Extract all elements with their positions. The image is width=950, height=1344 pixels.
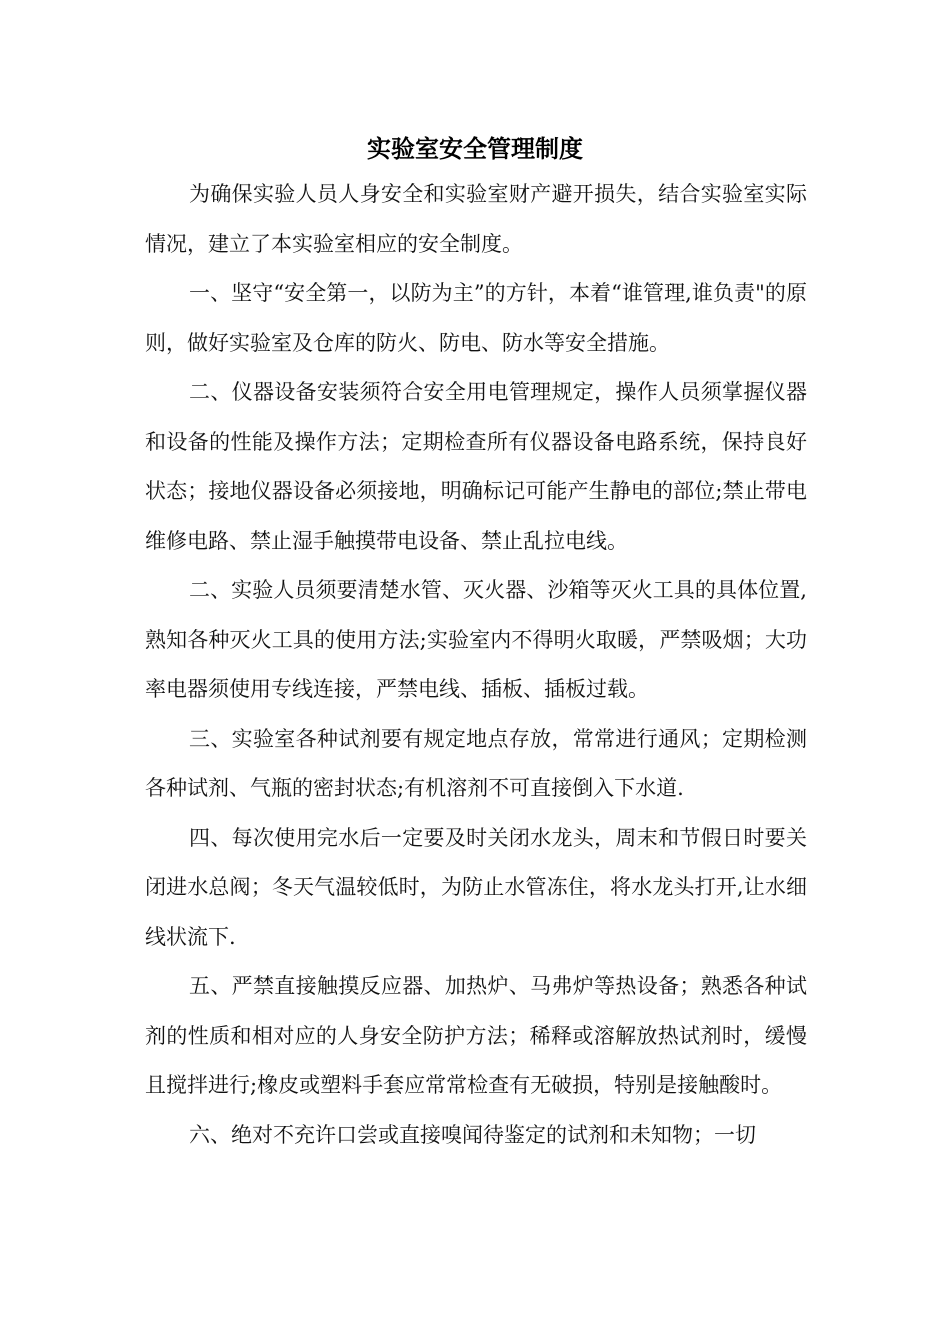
paragraph-rule-2-equipment: 二、仪器设备安装须符合安全用电管理规定，操作人员须掌握仪器和设备的性能及操作方法；定期检查所有仪器设备电路系统，保持良好状态；接地仪器设备必须接地，明确标记可能产生静电的部位;禁止带电维修电路、禁止湿手触摸带电设备、禁止乱拉电线。 <box>145 380 807 553</box>
paragraph-rule-1: 一、坚守“安全第一，以防为主”的方针，本着“谁管理,谁负责"的原则，做好实验室及仓库的防火、防电、防水等安全措施。 <box>145 281 807 355</box>
paragraph-rule-4: 四、每次使用完水后一定要及时关闭水龙头，周末和节假日时要关闭进水总阀；冬天气温较低时，为防止水管冻住，将水龙头打开,让水细线状流下. <box>145 825 807 949</box>
document-body <box>145 170 807 1160</box>
paragraph-rule-3: 三、实验室各种试剂要有规定地点存放，常常进行通风；定期检测各种试剂、气瓶的密封状态;有机溶剂不可直接倒入下水道. <box>145 726 807 800</box>
paragraph-intro: 为确保实验人员人身安全和实验室财产避开损失，结合实验室实际情况，建立了本实验室相应的安全制度。 <box>145 182 807 256</box>
document-title: 实验室安全管理制度 <box>367 134 583 163</box>
paragraph-rule-5: 五、严禁直接触摸反应器、加热炉、马弗炉等热设备；熟悉各种试剂的性质和相对应的人身安全防护方法；稀释或溶解放热试剂时，缓慢且搅拌进行;橡皮或塑料手套应常常检查有无破损，特别是接触酸时。 <box>145 974 807 1097</box>
paragraph-rule-6: 六、绝对不充许口尝或直接嗅闻待鉴定的试剂和未知物；一切 <box>189 1122 756 1147</box>
paragraph-rule-2-fire: 二、实验人员须要清楚水管、灭火器、沙箱等灭火工具的具体位置,熟知各种灭火工具的使用方法;实验室内不得明火取暖，严禁吸烟；大功率电器须使用专线连接，严禁电线、插板、插板过载。 <box>145 578 807 701</box>
